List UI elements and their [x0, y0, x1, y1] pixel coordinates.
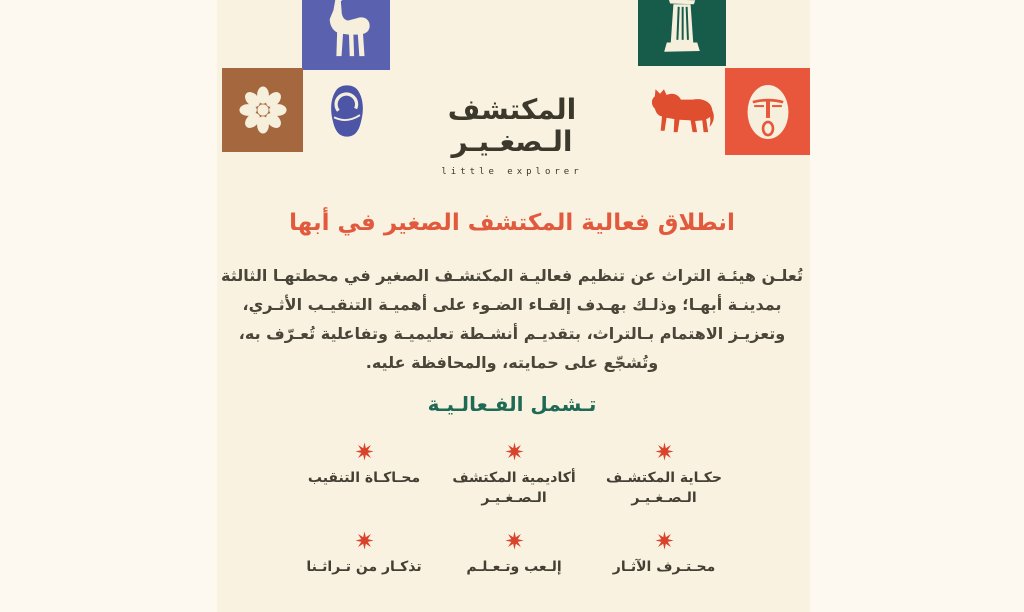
logo-title-line1: المكتشف — [447, 93, 577, 126]
camel-icon — [309, 0, 383, 62]
intro-line: تُعلـن هيئـة التراث عن تنظيم فعاليـة المكتشـف الصغير في محطتهـا الثالثة — [221, 266, 803, 285]
intro-line: وتعزيـز الاهتمام بـالتراث، بتقديـم أنشـطة تعليميـة وتفاعلية تُعـرّف به، — [238, 324, 786, 343]
column-icon — [649, 0, 715, 60]
intro-paragraph — [0, 261, 1024, 377]
camel-tile — [302, 0, 390, 70]
logo-subtitle: little explorer — [441, 167, 583, 177]
star-burst-icon — [355, 531, 374, 550]
headline: انطلاق فعالية المكتشف الصغير في أبها — [289, 210, 735, 236]
logo — [0, 94, 1024, 177]
logo-title-line2: الـصغـيـر — [451, 125, 573, 158]
activity-item — [439, 442, 589, 510]
activity-item — [289, 531, 439, 599]
star-burst-icon — [355, 442, 374, 461]
activity-label: إلـعب وتـعـلـم — [466, 559, 562, 575]
activity-item — [439, 531, 589, 599]
activities-row-1 — [287, 442, 739, 510]
star-burst-icon — [655, 531, 674, 550]
activity-item — [589, 442, 739, 510]
activity-label: محـاكـاة التنقيب — [307, 470, 421, 486]
intro-line: بمدينـة أبهـا؛ وذلـك بهـدف إلقـاء الضـوء على أهميـة التنقيـب الأثـري، — [242, 295, 782, 314]
star-burst-icon — [505, 442, 524, 461]
section-title: تـشمل الفـعالـيـة — [427, 392, 597, 416]
star-burst-icon — [505, 531, 524, 550]
activity-label: أكاديمية المكتشف الـصـغـيـر — [452, 470, 576, 506]
activities-grid — [287, 442, 739, 612]
activity-label: محـتـرف الآثـار — [612, 559, 716, 575]
activity-item — [289, 442, 439, 510]
column-tile — [638, 0, 726, 66]
intro-line: وتُشجّع على حمايته، والمحافظة عليه. — [365, 353, 659, 372]
activity-item — [589, 531, 739, 599]
activity-label: حكـاية المكتشـف الـصـغـيـر — [606, 470, 722, 506]
activity-label: تذكـار من تـراثـنا — [306, 559, 422, 575]
star-burst-icon — [655, 442, 674, 461]
activities-row-2 — [287, 531, 739, 599]
